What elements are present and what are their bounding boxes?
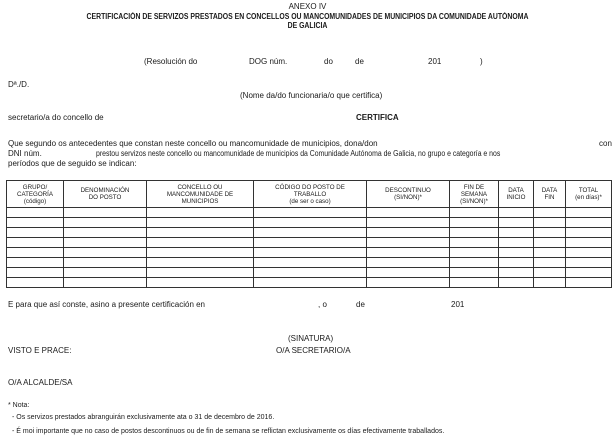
- secretary-label: secretario/a do concello de: [8, 113, 104, 122]
- table-cell[interactable]: [64, 268, 147, 278]
- paragraph-dni-label: DNI núm.: [8, 149, 42, 158]
- table-cell[interactable]: [254, 218, 367, 228]
- table-cell[interactable]: [367, 218, 450, 228]
- resolution-year: 201: [428, 57, 442, 66]
- table-cell[interactable]: [499, 218, 534, 228]
- column-header: [566, 181, 612, 208]
- column-header-line: TOTAL: [578, 187, 599, 194]
- table-cell[interactable]: [64, 208, 147, 218]
- column-header-line: DATA: [508, 187, 524, 194]
- column-header-line: MUNICIPIOS: [181, 197, 219, 205]
- table-cell[interactable]: [7, 258, 64, 268]
- secretary-signature: O/A SECRETARIO/A: [276, 346, 351, 355]
- table-cell[interactable]: [367, 228, 450, 238]
- table-cell[interactable]: [450, 248, 499, 258]
- table-cell[interactable]: [450, 228, 499, 238]
- column-header-line: (código): [23, 197, 47, 205]
- table-cell[interactable]: [64, 278, 147, 288]
- table-cell[interactable]: [254, 208, 367, 218]
- column-header: [534, 181, 566, 208]
- column-header-line: DATA: [541, 187, 558, 194]
- table-cell[interactable]: [534, 258, 566, 268]
- mayor-signature: O/A ALCALDE/SA: [8, 378, 73, 387]
- table-cell[interactable]: [566, 208, 612, 218]
- person-label: Dª./D.: [8, 80, 30, 89]
- table-cell[interactable]: [7, 268, 64, 278]
- column-header-line: MANCOMUNIDADE DE: [166, 190, 234, 198]
- column-header-line: CONCELLO OU: [177, 183, 223, 191]
- column-header-line: SEMANA: [460, 190, 488, 198]
- signature-label: (SINATURA): [288, 334, 334, 343]
- column-header-line: TRABALLO: [293, 190, 327, 198]
- table-cell[interactable]: [7, 218, 64, 228]
- table-cell[interactable]: [64, 258, 147, 268]
- closing-de: de: [356, 300, 365, 309]
- table-cell[interactable]: [147, 268, 254, 278]
- table-cell[interactable]: [499, 278, 534, 288]
- table-cell[interactable]: [147, 248, 254, 258]
- table-cell[interactable]: [499, 268, 534, 278]
- closing-text: E para que así conste, asino a presente certificación en: [8, 300, 206, 309]
- document-title-line1: CERTIFICACIÓN DE SERVIZOS PRESTADOS EN CONCELLOS OU MANCOMUNIDADES DE MUNICIPIOS DA COMUNIDADE AUTÓNOMA: [86, 12, 529, 21]
- table-row: [7, 208, 612, 218]
- column-header: [7, 181, 64, 208]
- table-header-row: [7, 181, 612, 208]
- table-cell[interactable]: [7, 228, 64, 238]
- table-cell[interactable]: [147, 258, 254, 268]
- column-header: [147, 181, 254, 208]
- table-cell[interactable]: [450, 278, 499, 288]
- table-cell[interactable]: [566, 258, 612, 268]
- column-header-line: DENOMINACIÓN: [80, 187, 130, 194]
- table-cell[interactable]: [566, 278, 612, 288]
- column-header: [450, 181, 499, 208]
- table-row: [7, 268, 612, 278]
- table-cell[interactable]: [64, 248, 147, 258]
- table-cell[interactable]: [64, 228, 147, 238]
- table-cell[interactable]: [450, 258, 499, 268]
- notes-title: * Nota:: [8, 402, 30, 409]
- column-header-line: GRUPO/: [22, 183, 48, 191]
- column-header-line: (SI/NON)*: [460, 197, 488, 205]
- closing-year: 201: [451, 300, 465, 309]
- resolution-close: ): [480, 57, 483, 66]
- column-header: [254, 181, 367, 208]
- table-cell[interactable]: [450, 218, 499, 228]
- table-cell[interactable]: [566, 268, 612, 278]
- table-row: [7, 228, 612, 238]
- table-cell[interactable]: [566, 238, 612, 248]
- paragraph-line1: Que segundo os antecedentes que constan neste concello ou mancomunidade de municipios, dona/don: [8, 139, 378, 148]
- resolution-do: do: [324, 57, 333, 66]
- table-row: [7, 258, 612, 268]
- table-cell[interactable]: [499, 208, 534, 218]
- table-cell[interactable]: [64, 238, 147, 248]
- table-cell[interactable]: [7, 278, 64, 288]
- table-cell[interactable]: [499, 248, 534, 258]
- column-header-line: INICIO: [506, 194, 526, 201]
- table-body: [7, 208, 612, 288]
- table-cell[interactable]: [566, 248, 612, 258]
- table-cell[interactable]: [534, 208, 566, 218]
- table-cell[interactable]: [450, 238, 499, 248]
- table-cell[interactable]: [254, 228, 367, 238]
- table-cell[interactable]: [7, 248, 64, 258]
- table-cell[interactable]: [147, 278, 254, 288]
- table-cell[interactable]: [450, 268, 499, 278]
- column-header-line: (en días)*: [575, 194, 602, 201]
- column-header-line: DESCONTINUO: [385, 187, 431, 194]
- table-cell[interactable]: [367, 208, 450, 218]
- certifies-label: CERTIFICA: [356, 113, 399, 122]
- table-cell[interactable]: [367, 278, 450, 288]
- table-cell[interactable]: [534, 238, 566, 248]
- table-cell[interactable]: [534, 248, 566, 258]
- table-cell[interactable]: [367, 248, 450, 258]
- paragraph-line3: períodos que de seguido se indican:: [8, 159, 137, 168]
- table-cell[interactable]: [254, 258, 367, 268]
- table-row: [7, 218, 612, 228]
- table-row: [7, 278, 612, 288]
- table-cell[interactable]: [7, 238, 64, 248]
- document-title: [0, 12, 615, 30]
- table-cell[interactable]: [534, 268, 566, 278]
- resolution-open: (Resolución do: [144, 57, 198, 66]
- table-cell[interactable]: [534, 228, 566, 238]
- column-header: [499, 181, 534, 208]
- note-item: - É moi importante que no caso de postos descontinuos ou de fin de semana se reflictan exclusivamente os días efectivamente traballados.: [12, 428, 445, 435]
- table-cell[interactable]: [7, 208, 64, 218]
- table-cell[interactable]: [254, 238, 367, 248]
- table-cell[interactable]: [499, 258, 534, 268]
- column-header-line: DO POSTO: [88, 194, 122, 201]
- table-cell[interactable]: [367, 268, 450, 278]
- table-cell[interactable]: [566, 228, 612, 238]
- table-cell[interactable]: [566, 218, 612, 228]
- table-cell[interactable]: [254, 268, 367, 278]
- table-row: [7, 248, 612, 258]
- column-header-line: FIN DE: [463, 183, 485, 191]
- table-cell[interactable]: [147, 208, 254, 218]
- table-row: [7, 238, 612, 248]
- table-cell[interactable]: [367, 258, 450, 268]
- table-cell[interactable]: [499, 238, 534, 248]
- paragraph-line2: prestou servizos neste concello ou mancomunidade de municipios da Comunidade Autónoma de Galicia, no grupo e categoría e nos: [96, 149, 501, 158]
- column-header-line: CÓDIGO DO POSTO DE: [275, 183, 345, 191]
- visto-e-prace: VISTO E PRACE:: [8, 346, 72, 355]
- paragraph-line1-end: con: [599, 139, 612, 148]
- document-title-line2: DE GALICIA: [287, 21, 328, 30]
- services-table: [6, 180, 612, 288]
- resolution-dog: DOG núm.: [249, 57, 288, 66]
- table-cell[interactable]: [64, 218, 147, 228]
- table-cell[interactable]: [254, 278, 367, 288]
- resolution-de: de: [355, 57, 364, 66]
- closing-comma-o: , o: [318, 300, 327, 309]
- column-header: [64, 181, 147, 208]
- column-header-line: (de ser o caso): [289, 197, 331, 205]
- table-cell[interactable]: [450, 208, 499, 218]
- note-item: - Os servizos prestados abranguirán exclusivamente ata o 31 de decembro de 2016.: [12, 414, 275, 421]
- table-cell[interactable]: [147, 228, 254, 238]
- column-header: [367, 181, 450, 208]
- table-cell[interactable]: [499, 228, 534, 238]
- table-cell[interactable]: [147, 218, 254, 228]
- column-header-line: (SI/NON)*: [394, 194, 422, 201]
- annex-label: ANEXO IV: [288, 2, 327, 11]
- table-cell[interactable]: [534, 218, 566, 228]
- table-cell[interactable]: [367, 238, 450, 248]
- column-header-line: CATEGORÍA: [17, 190, 53, 198]
- table-cell[interactable]: [534, 278, 566, 288]
- table-cell[interactable]: [254, 248, 367, 258]
- person-name-hint: (Nome da/do funcionaria/o que certifica): [240, 91, 383, 100]
- table-cell[interactable]: [147, 238, 254, 248]
- column-header-line: FIN: [544, 194, 555, 201]
